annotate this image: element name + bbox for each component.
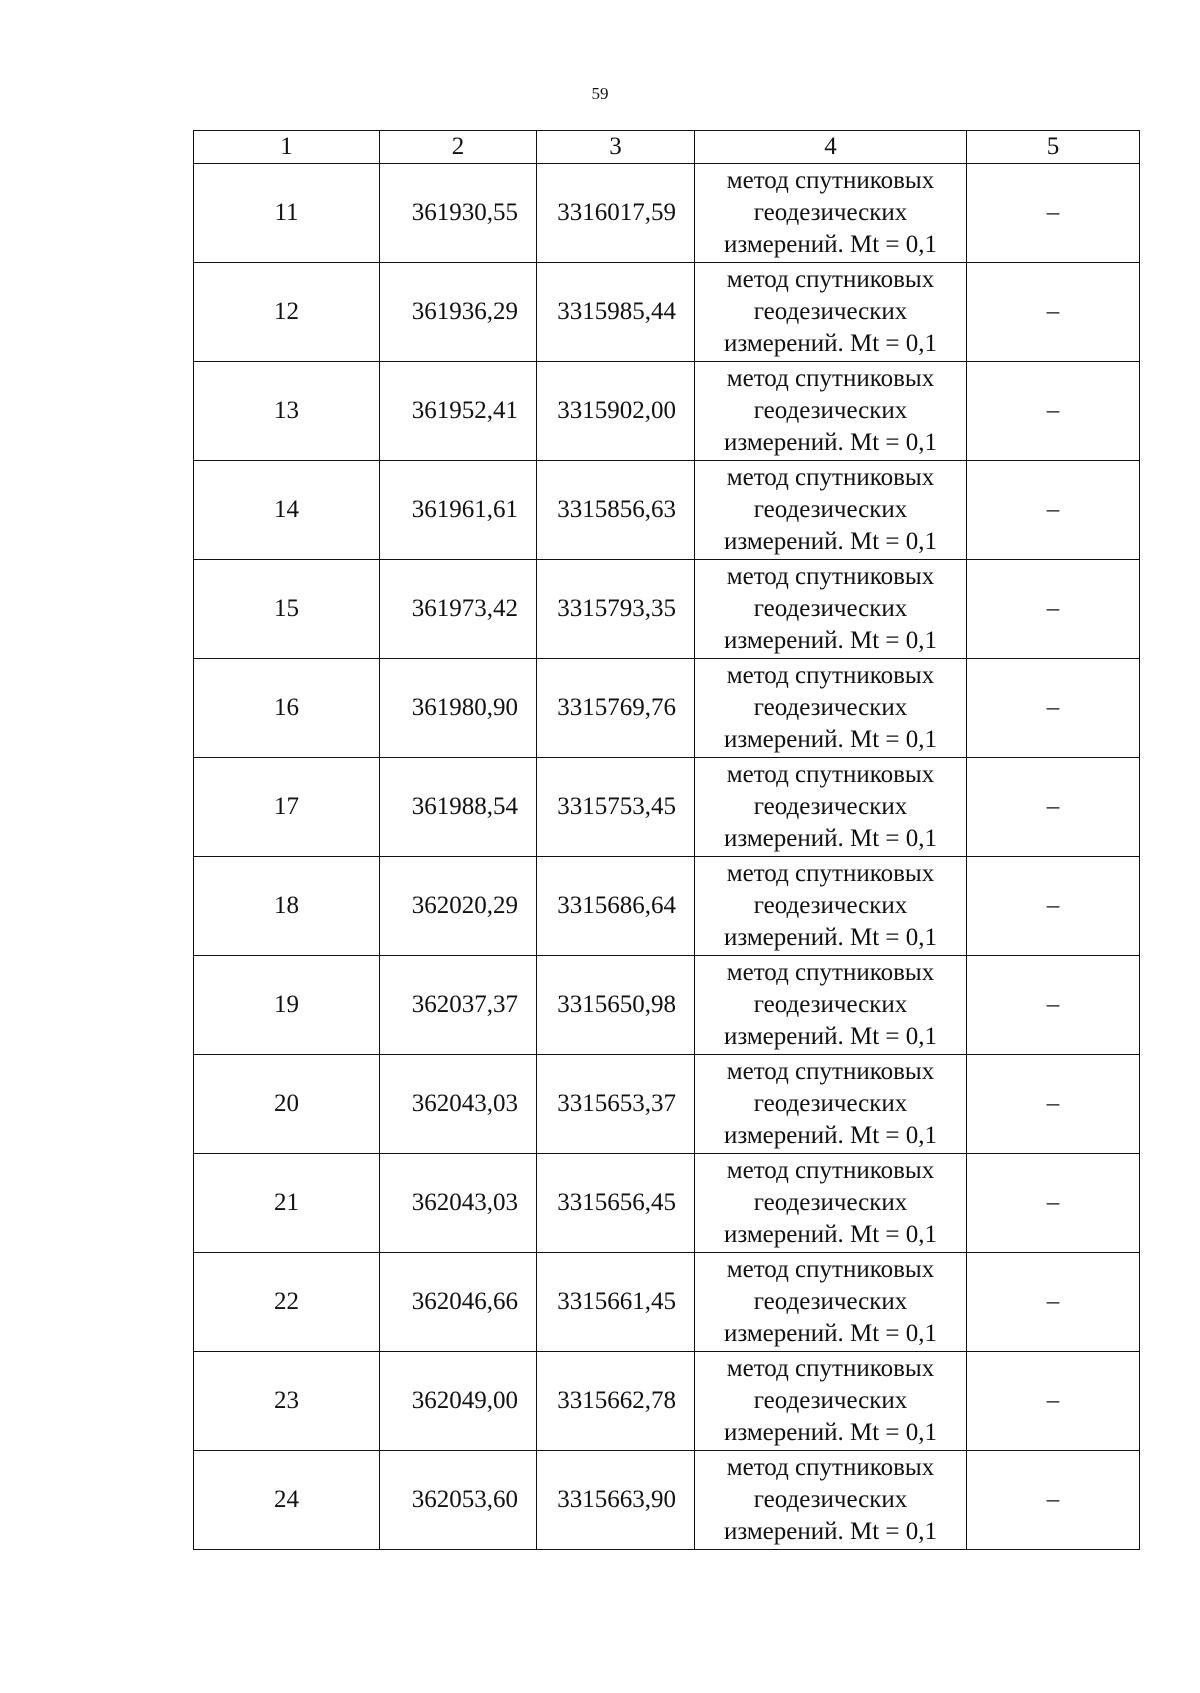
table-row — [194, 1154, 1140, 1253]
method-line: геодезических — [753, 1090, 908, 1117]
method-line: метод спутниковых — [726, 1157, 935, 1184]
point-number-cell: 20 — [194, 1055, 380, 1154]
x-coordinate-cell: 361980,90 — [380, 659, 537, 758]
table-row — [194, 362, 1140, 461]
method-line: измерений. Mt = 0,1 — [723, 429, 938, 456]
y-coordinate-cell: 3315662,78 — [537, 1352, 695, 1451]
note-cell: – — [967, 758, 1140, 857]
y-coordinate-cell: 3315653,37 — [537, 1055, 695, 1154]
x-coordinate-cell: 362053,60 — [380, 1451, 537, 1550]
method-line: измерений. Mt = 0,1 — [723, 330, 938, 357]
x-coordinate-cell: 361952,41 — [380, 362, 537, 461]
method-line: измерений. Mt = 0,1 — [723, 231, 938, 258]
method-line: геодезических — [753, 1387, 908, 1414]
x-coordinate-cell: 361973,42 — [380, 560, 537, 659]
y-coordinate-cell: 3315753,45 — [537, 758, 695, 857]
method-line: метод спутниковых — [726, 167, 935, 194]
method-line: измерений. Mt = 0,1 — [723, 1122, 938, 1149]
y-coordinate-cell: 3316017,59 — [537, 164, 695, 263]
point-number-cell: 19 — [194, 956, 380, 1055]
point-number-cell: 23 — [194, 1352, 380, 1451]
method-line: метод спутниковых — [726, 464, 935, 491]
table-row — [194, 1055, 1140, 1154]
method-line: метод спутниковых — [726, 1355, 935, 1382]
method-line: геодезических — [753, 694, 908, 721]
method-line: метод спутниковых — [726, 266, 935, 293]
method-cell — [695, 956, 967, 1055]
method-line: геодезических — [753, 595, 908, 622]
table-row — [194, 461, 1140, 560]
method-line: метод спутниковых — [726, 1454, 935, 1481]
header-cell-2: 2 — [380, 131, 537, 164]
x-coordinate-cell: 362020,29 — [380, 857, 537, 956]
method-line: геодезических — [753, 496, 908, 523]
x-coordinate-cell: 362046,66 — [380, 1253, 537, 1352]
method-line: измерений. Mt = 0,1 — [723, 1023, 938, 1050]
method-line: геодезических — [753, 1189, 908, 1216]
x-coordinate-cell: 362043,03 — [380, 1055, 537, 1154]
point-number-cell: 21 — [194, 1154, 380, 1253]
table-header — [194, 131, 1140, 164]
method-cell — [695, 461, 967, 560]
point-number-cell: 22 — [194, 1253, 380, 1352]
method-cell — [695, 1451, 967, 1550]
method-line: метод спутниковых — [726, 1256, 935, 1283]
x-coordinate-cell: 361930,55 — [380, 164, 537, 263]
method-cell — [695, 362, 967, 461]
method-line: геодезических — [753, 298, 908, 325]
point-number-cell: 17 — [194, 758, 380, 857]
note-cell: – — [967, 956, 1140, 1055]
note-cell: – — [967, 461, 1140, 560]
page-number: 59 — [591, 84, 609, 103]
method-cell — [695, 659, 967, 758]
table-row — [194, 560, 1140, 659]
table-row — [194, 1451, 1140, 1550]
x-coordinate-cell: 362043,03 — [380, 1154, 537, 1253]
x-coordinate-cell: 361961,61 — [380, 461, 537, 560]
header-cell-4: 4 — [695, 131, 967, 164]
method-cell — [695, 1055, 967, 1154]
x-coordinate-cell: 362037,37 — [380, 956, 537, 1055]
note-cell: – — [967, 1451, 1140, 1550]
note-cell: – — [967, 857, 1140, 956]
note-cell: – — [967, 362, 1140, 461]
y-coordinate-cell: 3315985,44 — [537, 263, 695, 362]
point-number-cell: 14 — [194, 461, 380, 560]
method-line: измерений. Mt = 0,1 — [723, 726, 938, 753]
method-line: метод спутниковых — [726, 1058, 935, 1085]
method-line: геодезических — [753, 397, 908, 424]
coordinates-table — [193, 130, 1140, 1550]
method-line: метод спутниковых — [726, 662, 935, 689]
table-row — [194, 857, 1140, 956]
note-cell: – — [967, 1352, 1140, 1451]
y-coordinate-cell: 3315656,45 — [537, 1154, 695, 1253]
y-coordinate-cell: 3315856,63 — [537, 461, 695, 560]
note-cell: – — [967, 560, 1140, 659]
method-line: измерений. Mt = 0,1 — [723, 1221, 938, 1248]
x-coordinate-cell: 362049,00 — [380, 1352, 537, 1451]
method-line: метод спутниковых — [726, 860, 935, 887]
note-cell: – — [967, 263, 1140, 362]
method-line: метод спутниковых — [726, 959, 935, 986]
method-cell — [695, 857, 967, 956]
method-cell — [695, 560, 967, 659]
point-number-cell: 13 — [194, 362, 380, 461]
point-number-cell: 12 — [194, 263, 380, 362]
method-cell — [695, 1253, 967, 1352]
table-row — [194, 1352, 1140, 1451]
method-line: измерений. Mt = 0,1 — [723, 1320, 938, 1347]
note-cell: – — [967, 1154, 1140, 1253]
method-line: метод спутниковых — [726, 365, 935, 392]
table-row — [194, 956, 1140, 1055]
method-cell — [695, 758, 967, 857]
method-line: измерений. Mt = 0,1 — [723, 1518, 938, 1545]
y-coordinate-cell: 3315793,35 — [537, 560, 695, 659]
method-line: измерений. Mt = 0,1 — [723, 825, 938, 852]
method-line: метод спутниковых — [726, 563, 935, 590]
method-line: геодезических — [753, 991, 908, 1018]
method-line: геодезических — [753, 199, 908, 226]
table-row — [194, 1253, 1140, 1352]
method-line: измерений. Mt = 0,1 — [723, 924, 938, 951]
method-cell — [695, 1154, 967, 1253]
y-coordinate-cell: 3315663,90 — [537, 1451, 695, 1550]
method-line: геодезических — [753, 793, 908, 820]
point-number-cell: 16 — [194, 659, 380, 758]
table-row — [194, 758, 1140, 857]
header-cell-5: 5 — [967, 131, 1140, 164]
y-coordinate-cell: 3315661,45 — [537, 1253, 695, 1352]
header-row — [194, 131, 1140, 164]
y-coordinate-cell: 3315902,00 — [537, 362, 695, 461]
point-number-cell: 18 — [194, 857, 380, 956]
point-number-cell: 11 — [194, 164, 380, 263]
note-cell: – — [967, 1055, 1140, 1154]
method-cell — [695, 1352, 967, 1451]
y-coordinate-cell: 3315769,76 — [537, 659, 695, 758]
header-cell-3: 3 — [537, 131, 695, 164]
note-cell: – — [967, 164, 1140, 263]
point-number-cell: 24 — [194, 1451, 380, 1550]
y-coordinate-cell: 3315686,64 — [537, 857, 695, 956]
method-line: геодезических — [753, 892, 908, 919]
method-cell — [695, 164, 967, 263]
header-cell-1: 1 — [194, 131, 380, 164]
table-body — [194, 164, 1140, 1550]
y-coordinate-cell: 3315650,98 — [537, 956, 695, 1055]
x-coordinate-cell: 361988,54 — [380, 758, 537, 857]
method-cell — [695, 263, 967, 362]
method-line: геодезических — [753, 1486, 908, 1513]
note-cell: – — [967, 659, 1140, 758]
x-coordinate-cell: 361936,29 — [380, 263, 537, 362]
table-row — [194, 263, 1140, 362]
method-line: измерений. Mt = 0,1 — [723, 627, 938, 654]
table-row — [194, 659, 1140, 758]
method-line: метод спутниковых — [726, 761, 935, 788]
note-cell: – — [967, 1253, 1140, 1352]
table-row — [194, 164, 1140, 263]
method-line: измерений. Mt = 0,1 — [723, 528, 938, 555]
method-line: измерений. Mt = 0,1 — [723, 1419, 938, 1446]
point-number-cell: 15 — [194, 560, 380, 659]
method-line: геодезических — [753, 1288, 908, 1315]
